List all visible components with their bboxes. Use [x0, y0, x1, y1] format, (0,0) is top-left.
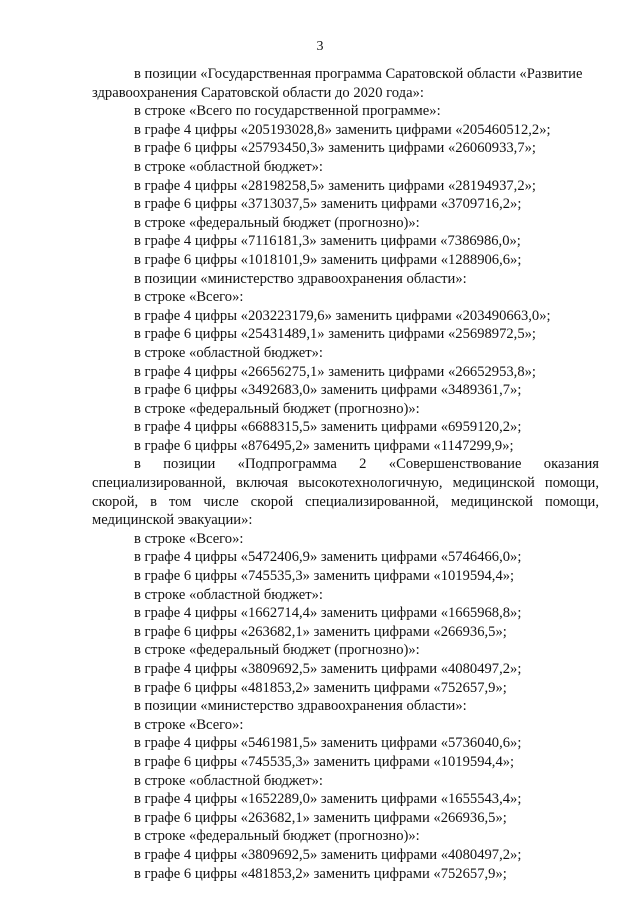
text-line: в строке «Всего по государственной программе»:: [134, 103, 441, 120]
text-line: в строке «областной бюджет»:: [134, 158, 323, 175]
text-line: в строке «областной бюджет»:: [134, 772, 323, 789]
text-line: в графе 4 цифры «1662714,4» заменить цифрами «1665968,8»;: [134, 605, 522, 622]
text-line: в графе 6 цифры «745535,3» заменить цифрами «1019594,4»;: [134, 568, 515, 585]
text-line: в строке «федеральный бюджет (прогнозно)»:: [134, 828, 420, 845]
text-line: в графе 6 цифры «263682,1» заменить цифрами «266936,5»;: [134, 809, 507, 826]
text-line: в позиции «Государственная программа Саратовской области «Развитие: [134, 66, 583, 82]
document-body: [92, 65, 599, 883]
text-line: в строке «федеральный бюджет (прогнозно)»:: [134, 214, 420, 231]
text-line: в графе 6 цифры «481853,2» заменить цифрами «752657,9»;: [134, 679, 507, 696]
text-line: в строке «федеральный бюджет (прогнозно)»:: [134, 642, 420, 659]
text-line: в позиции «министерство здравоохранения области»:: [134, 270, 467, 287]
text-line: в графе 6 цифры «263682,1» заменить цифрами «266936,5»;: [134, 623, 507, 640]
text-line: в графе 4 цифры «28198258,5» заменить цифрами «28194937,2»;: [134, 177, 536, 194]
text-line: скорой, в том числе скорой специализированной, медицинской помощи,: [92, 493, 599, 510]
text-line: в графе 4 цифры «26656275,1» заменить цифрами «26652953,8»;: [134, 363, 536, 380]
text-line: в строке «Всего»:: [134, 289, 244, 306]
text-line: в графе 4 цифры «5472406,9» заменить цифрами «5746466,0»;: [134, 549, 522, 566]
page-number: 3: [316, 39, 324, 54]
text-line: в графе 4 цифры «5461981,5» заменить цифрами «5736040,6»;: [134, 735, 522, 752]
text-line: в графе 6 цифры «481853,2» заменить цифрами «752657,9»;: [134, 865, 507, 882]
text-line: в графе 6 цифры «745535,3» заменить цифрами «1019594,4»;: [134, 753, 515, 770]
text-line: в графе 6 цифры «3713037,5» заменить цифрами «3709716,2»;: [134, 196, 522, 213]
text-line: в графе 4 цифры «203223179,6» заменить цифрами «203490663,0»;: [134, 307, 551, 324]
text-line: в графе 6 цифры «1018101,9» заменить цифрами «1288906,6»;: [134, 251, 522, 268]
text-line: в графе 4 цифры «6688315,5» заменить цифрами «6959120,2»;: [134, 419, 522, 436]
text-line: специализированной, включая высокотехнологичную, медицинской помощи,: [92, 475, 599, 492]
text-line: в графе 4 цифры «3809692,5» заменить цифрами «4080497,2»;: [134, 846, 522, 863]
text-line: в позиции «Подпрограмма 2 «Совершенствование оказания: [134, 456, 599, 473]
text-line: в графе 4 цифры «205193028,8» заменить цифрами «205460512,2»;: [134, 121, 551, 138]
text-line: в графе 6 цифры «876495,2» заменить цифрами «1147299,9»;: [134, 437, 514, 454]
text-line: в графе 6 цифры «25793450,3» заменить цифрами «26060933,7»;: [134, 140, 536, 157]
text-line: здравоохранения Саратовской области до 2020 года»:: [92, 84, 424, 101]
text-line: в строке «областной бюджет»:: [134, 586, 323, 603]
text-line: в графе 6 цифры «25431489,1» заменить цифрами «25698972,5»;: [134, 326, 536, 343]
text-line: медицинской эвакуации»:: [92, 512, 253, 529]
text-line: в строке «Всего»:: [134, 716, 244, 733]
text-line: в строке «федеральный бюджет (прогнозно)»:: [134, 400, 420, 417]
text-line: в графе 4 цифры «7116181,3» заменить цифрами «7386986,0»;: [134, 233, 521, 250]
text-line: в строке «Всего»:: [134, 530, 244, 547]
text-line: в графе 4 цифры «1652289,0» заменить цифрами «1655543,4»;: [134, 791, 522, 808]
text-line: в позиции «министерство здравоохранения области»:: [134, 698, 467, 715]
text-line: в строке «областной бюджет»:: [134, 344, 323, 361]
text-line: в графе 6 цифры «3492683,0» заменить цифрами «3489361,7»;: [134, 382, 522, 399]
text-line: в графе 4 цифры «3809692,5» заменить цифрами «4080497,2»;: [134, 661, 522, 677]
